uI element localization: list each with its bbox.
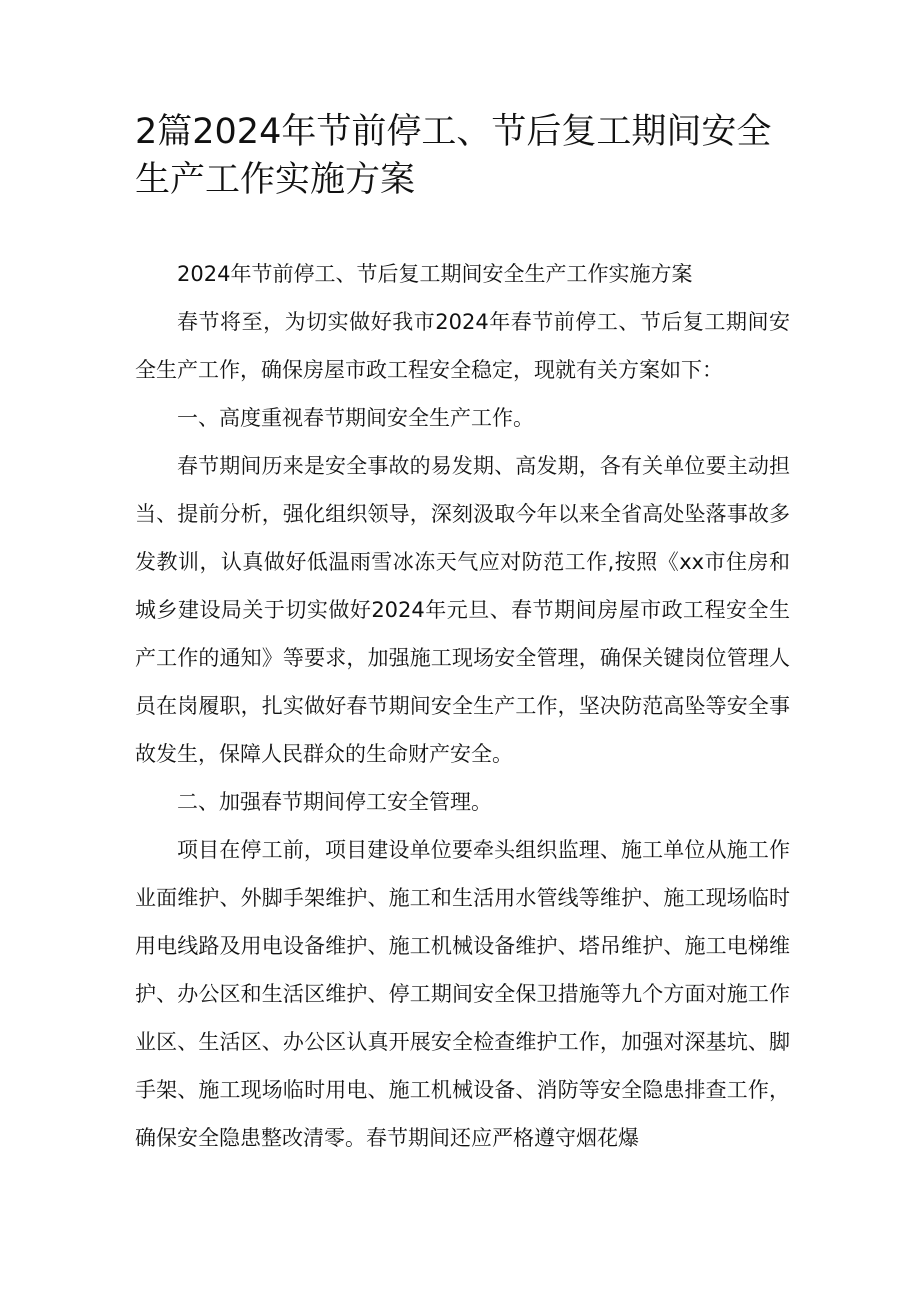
paragraph-subtitle: 2024年节前停工、节后复工期间安全生产工作实施方案	[177, 262, 693, 286]
section-heading-1: 一、高度重视春节期间安全生产工作。	[177, 406, 534, 430]
section-heading-2: 二、加强春节期间停工安全管理。	[177, 790, 492, 814]
paragraph-section-2: 项目在停工前，项目建设单位要牵头组织监理、施工单位从施工作业面维护、外脚手架维护、施工和生活用水管线等维护、施工现场临时用电线路及用电设备维护、施工机械设备维护、塔吊维护、施工电梯维护、办公区和生活区维护、停工期间安全保卫措施等九个方面对施工作业区、生活区、办公区认真开展安全检查维护工作，加强对深基坑、脚手架、施工现场临时用电、施工机械设备、消防等安全隐患排查工作，确保安全隐患整改清零。春节期间还应严格遵守烟花爆	[135, 838, 790, 1150]
document-body	[135, 250, 790, 1162]
document-title: 2篇2024年节前停工、节后复工期间安全生产工作实施方案	[135, 112, 772, 200]
paragraph-section-1: 春节期间历来是安全事故的易发期、高发期，各有关单位要主动担当、提前分析，强化组织领导，深刻汲取今年以来全省高处坠落事故多发教训，认真做好低温雨雪冰冻天气应对防范工作,按照《xx市住房和城乡建设局关于切实做好2024年元旦、春节期间房屋市政工程安全生产工作的通知》等要求，加强施工现场安全管理，确保关键岗位管理人员在岗履职，扎实做好春节期间安全生产工作，坚决防范高坠等安全事故发生，保障人民群众的生命财产安全。	[135, 454, 790, 766]
paragraph-intro: 春节将至，为切实做好我市2024年春节前停工、节后复工期间安全生产工作，确保房屋市政工程安全稳定，现就有关方案如下：	[135, 310, 790, 382]
